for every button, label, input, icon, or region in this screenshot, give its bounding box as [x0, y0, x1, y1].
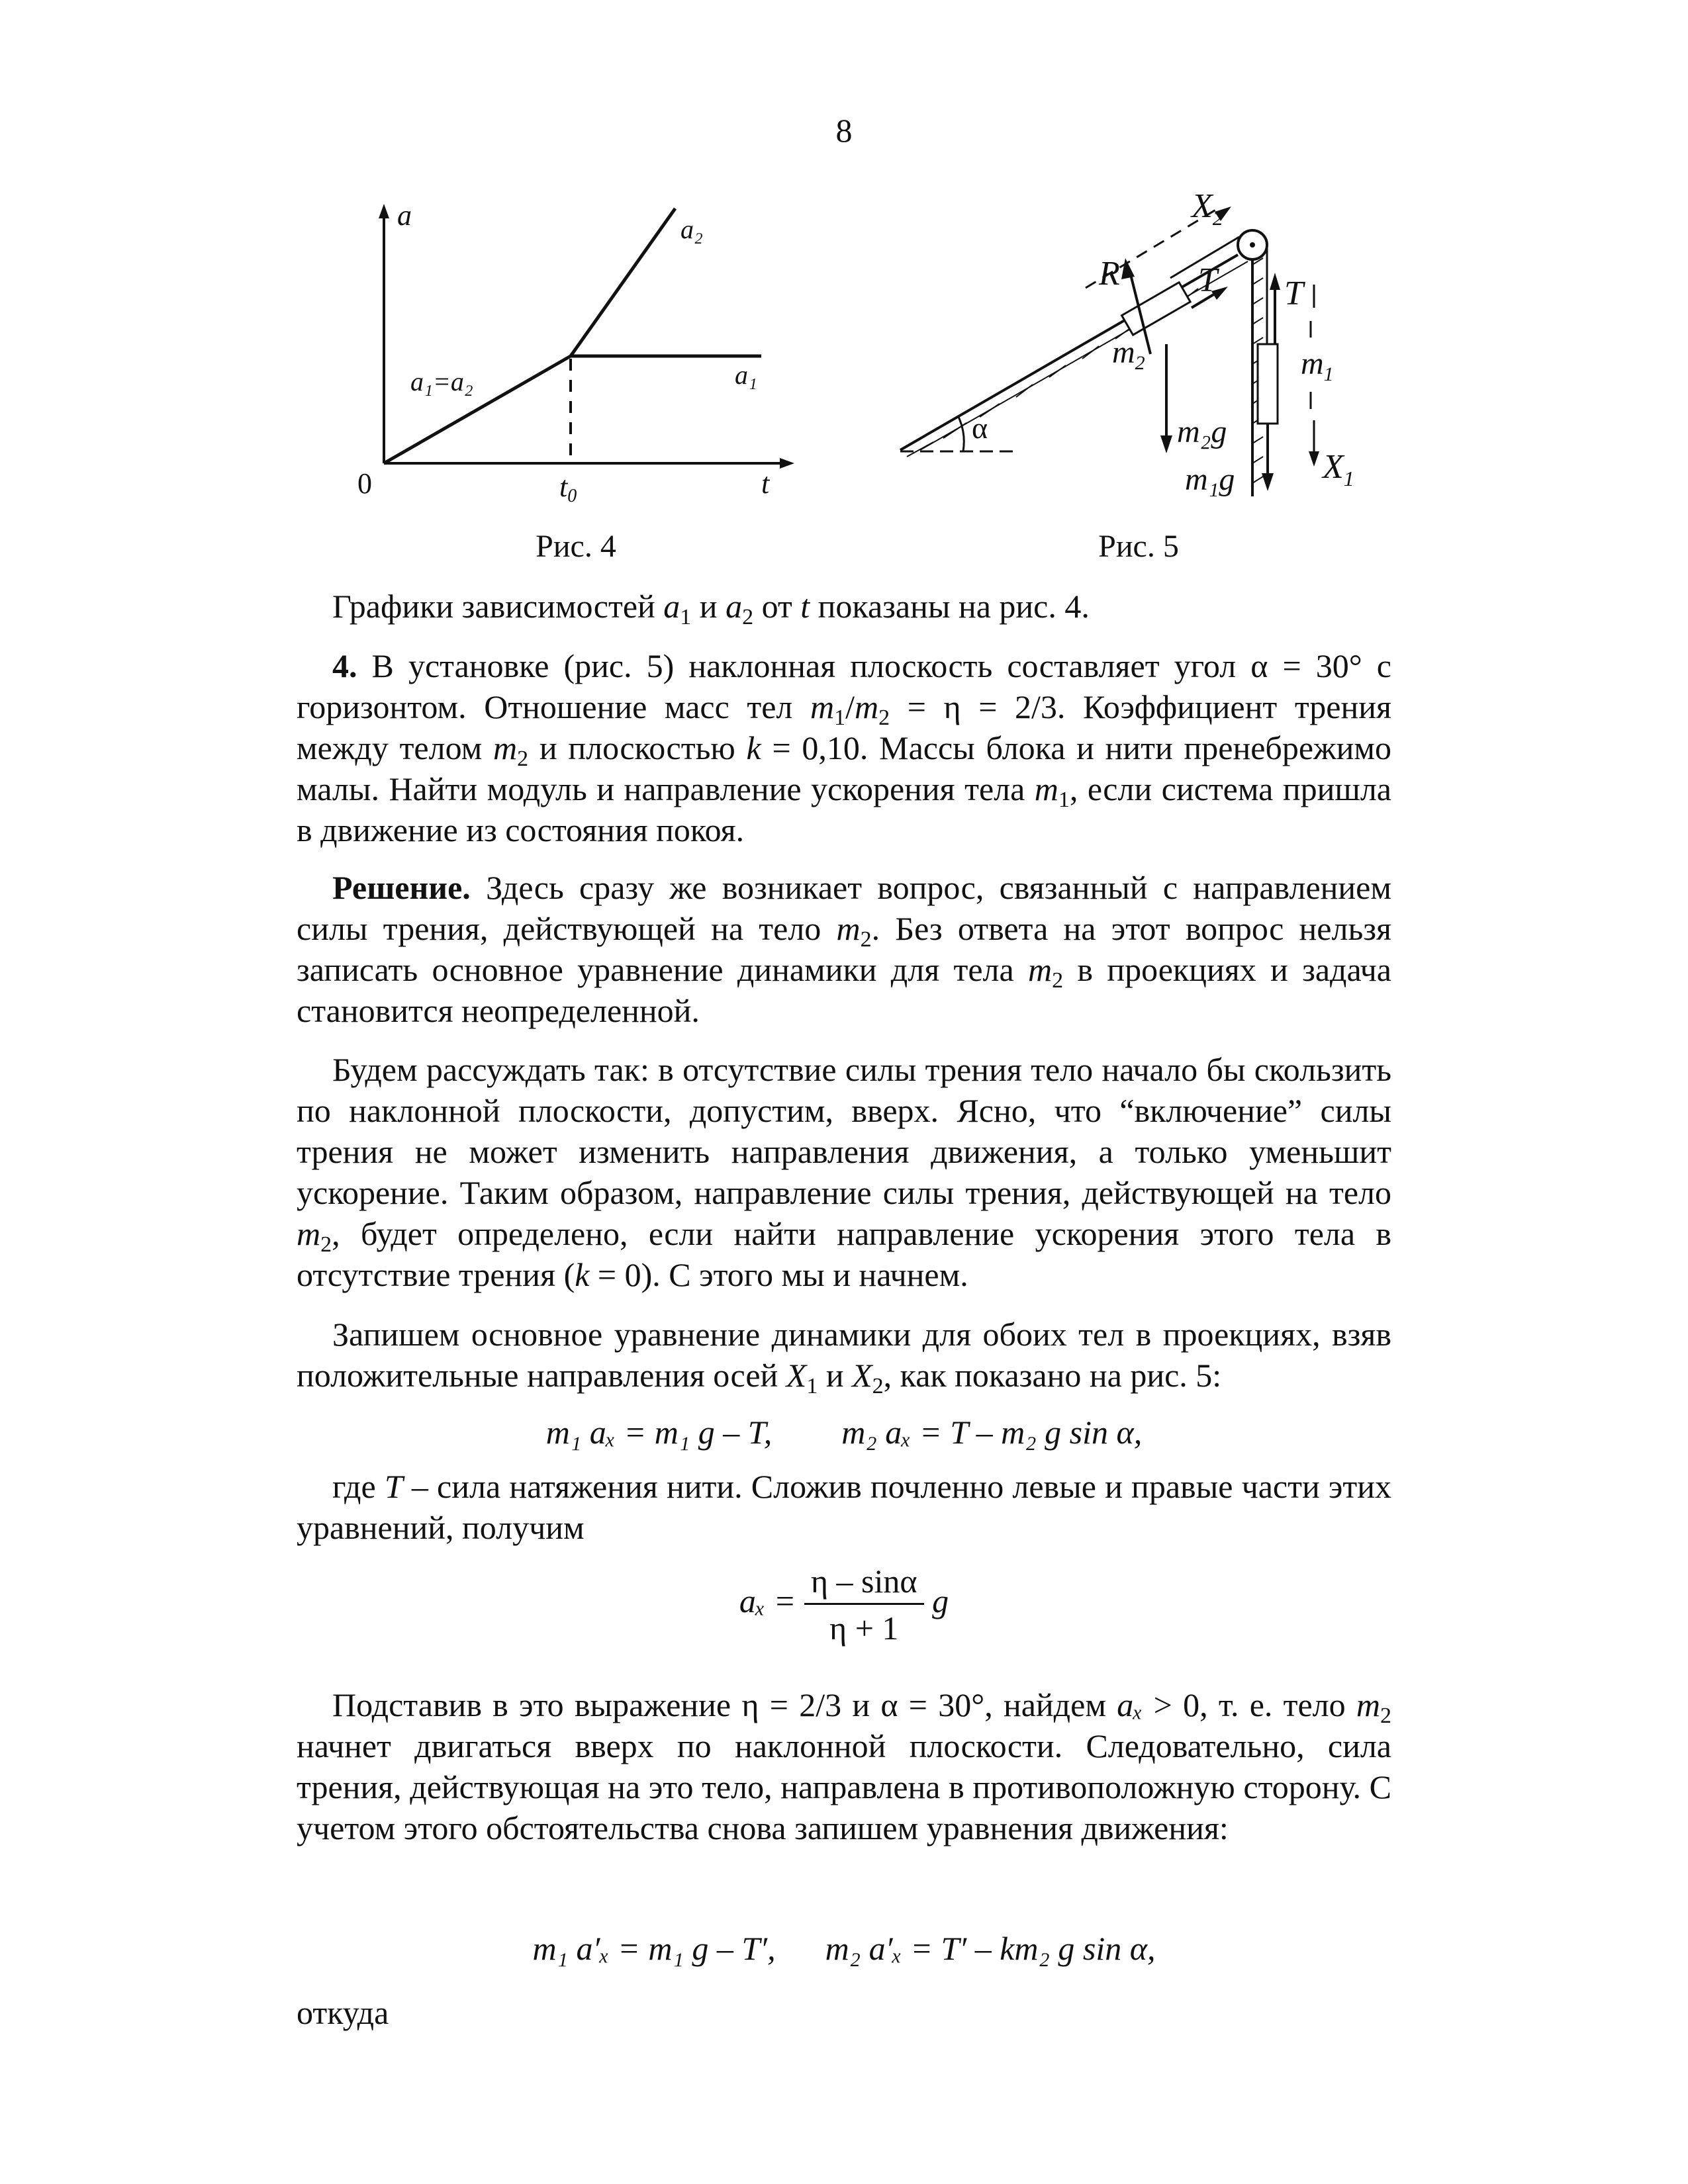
- page-number: 8: [835, 112, 853, 149]
- paragraph-reasoning: Будем рассуждать так: в отсутствие силы трения тело начало бы скользить по наклонной плоскости, допустим, вверх. Ясно, что “включение” силы трения не может изменить направления движения, а только уменьшит ускорение. Таким образом, направление силы трения, действующей на тело $m_2$, будет определено, если найти направление ускорения этого тела в отсутствие трения (k = 0). С этого мы и начнем.: [297, 1051, 1391, 1293]
- fig4-label-a1: a₁: [735, 360, 757, 390]
- fig5-label-m1g: m₁g: [1185, 462, 1235, 497]
- fig5-label-alpha: α: [972, 411, 988, 445]
- paragraph-tension-note: где T – сила натяжения нити. Сложив почленно левые и правые части этих уравнений, получим: [297, 1468, 1391, 1546]
- equation-3-left: m₁ a′ₓ = m₁ g – T′,: [532, 1930, 776, 1967]
- fig5-label-X2: $X_2$: [1192, 187, 1223, 230]
- fig4-a2-line: [571, 208, 675, 356]
- fig5-gravity-m2-arrowhead: [1160, 435, 1172, 453]
- equation-1-left: m₁ aₓ = m₁ g – T,: [545, 1414, 773, 1451]
- paragraph-substitution: Подставив в это выражение η = 2/3 и α = 30°, найдем aₓ > 0, т. е. тело $m_2$ начнет двигаться вверх по наклонной плоскости. Следовательно, сила трения, действующая на это тело, направлена в противоположную сторону. С учетом этого обстоятельства снова запишем уравнения движения:: [297, 1686, 1391, 1846]
- fig4-label-a1-eq-a2: a₁=a₂: [410, 367, 473, 396]
- fig4-label-a-axis: a: [397, 199, 412, 232]
- figure-4-graph: [357, 199, 821, 516]
- fig5-label-m1: $m_1$: [1301, 346, 1334, 385]
- paragraph-whence: откуда: [297, 1994, 389, 2031]
- fig5-tension-arrowhead-m1: [1270, 273, 1280, 290]
- figure-4-caption: Рис. 4: [536, 529, 616, 564]
- fig5-x1-axis-arrowhead: [1309, 451, 1319, 467]
- fig5-label-T-right: T: [1284, 275, 1303, 312]
- fig5-label-T-left: T: [1198, 261, 1217, 299]
- equation-2-rhs: g: [932, 1582, 949, 1619]
- paragraph-solution-intro: Решение. Здесь сразу же возникает вопрос, связанный с направлением силы трения, действующей на тело $m_2$. Без ответа на этот вопрос нельзя записать основное уравнение динамики для тела $m_2$ в проекциях и задача становится неопределенной.: [297, 869, 1391, 1029]
- equation-3-right: m₂ a′ₓ = T′ – km₂ g sin α,: [825, 1930, 1156, 1967]
- fig4-label-origin: 0: [357, 467, 372, 500]
- figure-5-caption: Рис. 5: [1098, 529, 1179, 564]
- fig5-normal-force-arrowhead: [1121, 258, 1135, 279]
- equation-1: [297, 1413, 1391, 1451]
- paragraph-graphs-note: Графики зависимостей $a_1$ и $a_2$ от t показаны на рис. 4.: [332, 588, 1090, 629]
- figure-5-diagram: [880, 187, 1410, 516]
- fig5-gravity-m1-arrowhead: [1262, 473, 1274, 491]
- fig5-block-m1: [1258, 344, 1278, 424]
- paragraph-problem-4: 4. В установке (рис. 5) наклонная плоскость составляет угол α = 30° с горизонтом. Отношение масс тел $m_1/m_2 = \eta = 2/3$. Коэффициент трения между телом $m_2$ и плоскостью k = 0,10. Массы блока и нити пренебрежимо малы. Найти модуль и направление ускорения тела $m_1$, если система пришла в движение из состояния покоя.: [297, 647, 1391, 848]
- fig4-vertical-axis-arrow: [379, 204, 389, 218]
- equation-1-right: m₂ aₓ = T – m₂ g sin α,: [841, 1414, 1143, 1451]
- fig5-angle-arc: [959, 417, 964, 451]
- fig5-label-X1: $X_1$: [1323, 448, 1354, 490]
- equation-2: [297, 1562, 1391, 1647]
- fig5-block-m2: [1122, 283, 1191, 335]
- fig4-label-t-axis: t: [761, 467, 770, 500]
- equation-3: [297, 1929, 1391, 1968]
- fig5-label-m2g: m₂g: [1177, 414, 1227, 449]
- equation-2-lhs: aₓ =: [739, 1582, 796, 1619]
- equation-2-numerator: η – sinα: [804, 1562, 924, 1605]
- fig4-label-a2: a₂: [680, 214, 703, 244]
- equation-2-fraction: [804, 1562, 924, 1647]
- fig5-pulley-axle: [1250, 242, 1255, 248]
- paragraph-equations-intro: Запишем основное уравнение динамики для обоих тел в проекциях, взяв положительные направления осей $X_1$ и $X_2$, как показано на рис. 5:: [297, 1316, 1391, 1398]
- equation-2-denominator: η + 1: [829, 1610, 899, 1647]
- fig5-label-m2: $m_2$: [1112, 335, 1145, 374]
- fig4-label-t0: t0: [559, 471, 577, 506]
- fig4-horizontal-axis-arrow: [780, 458, 794, 469]
- fig5-label-R: R: [1099, 255, 1120, 293]
